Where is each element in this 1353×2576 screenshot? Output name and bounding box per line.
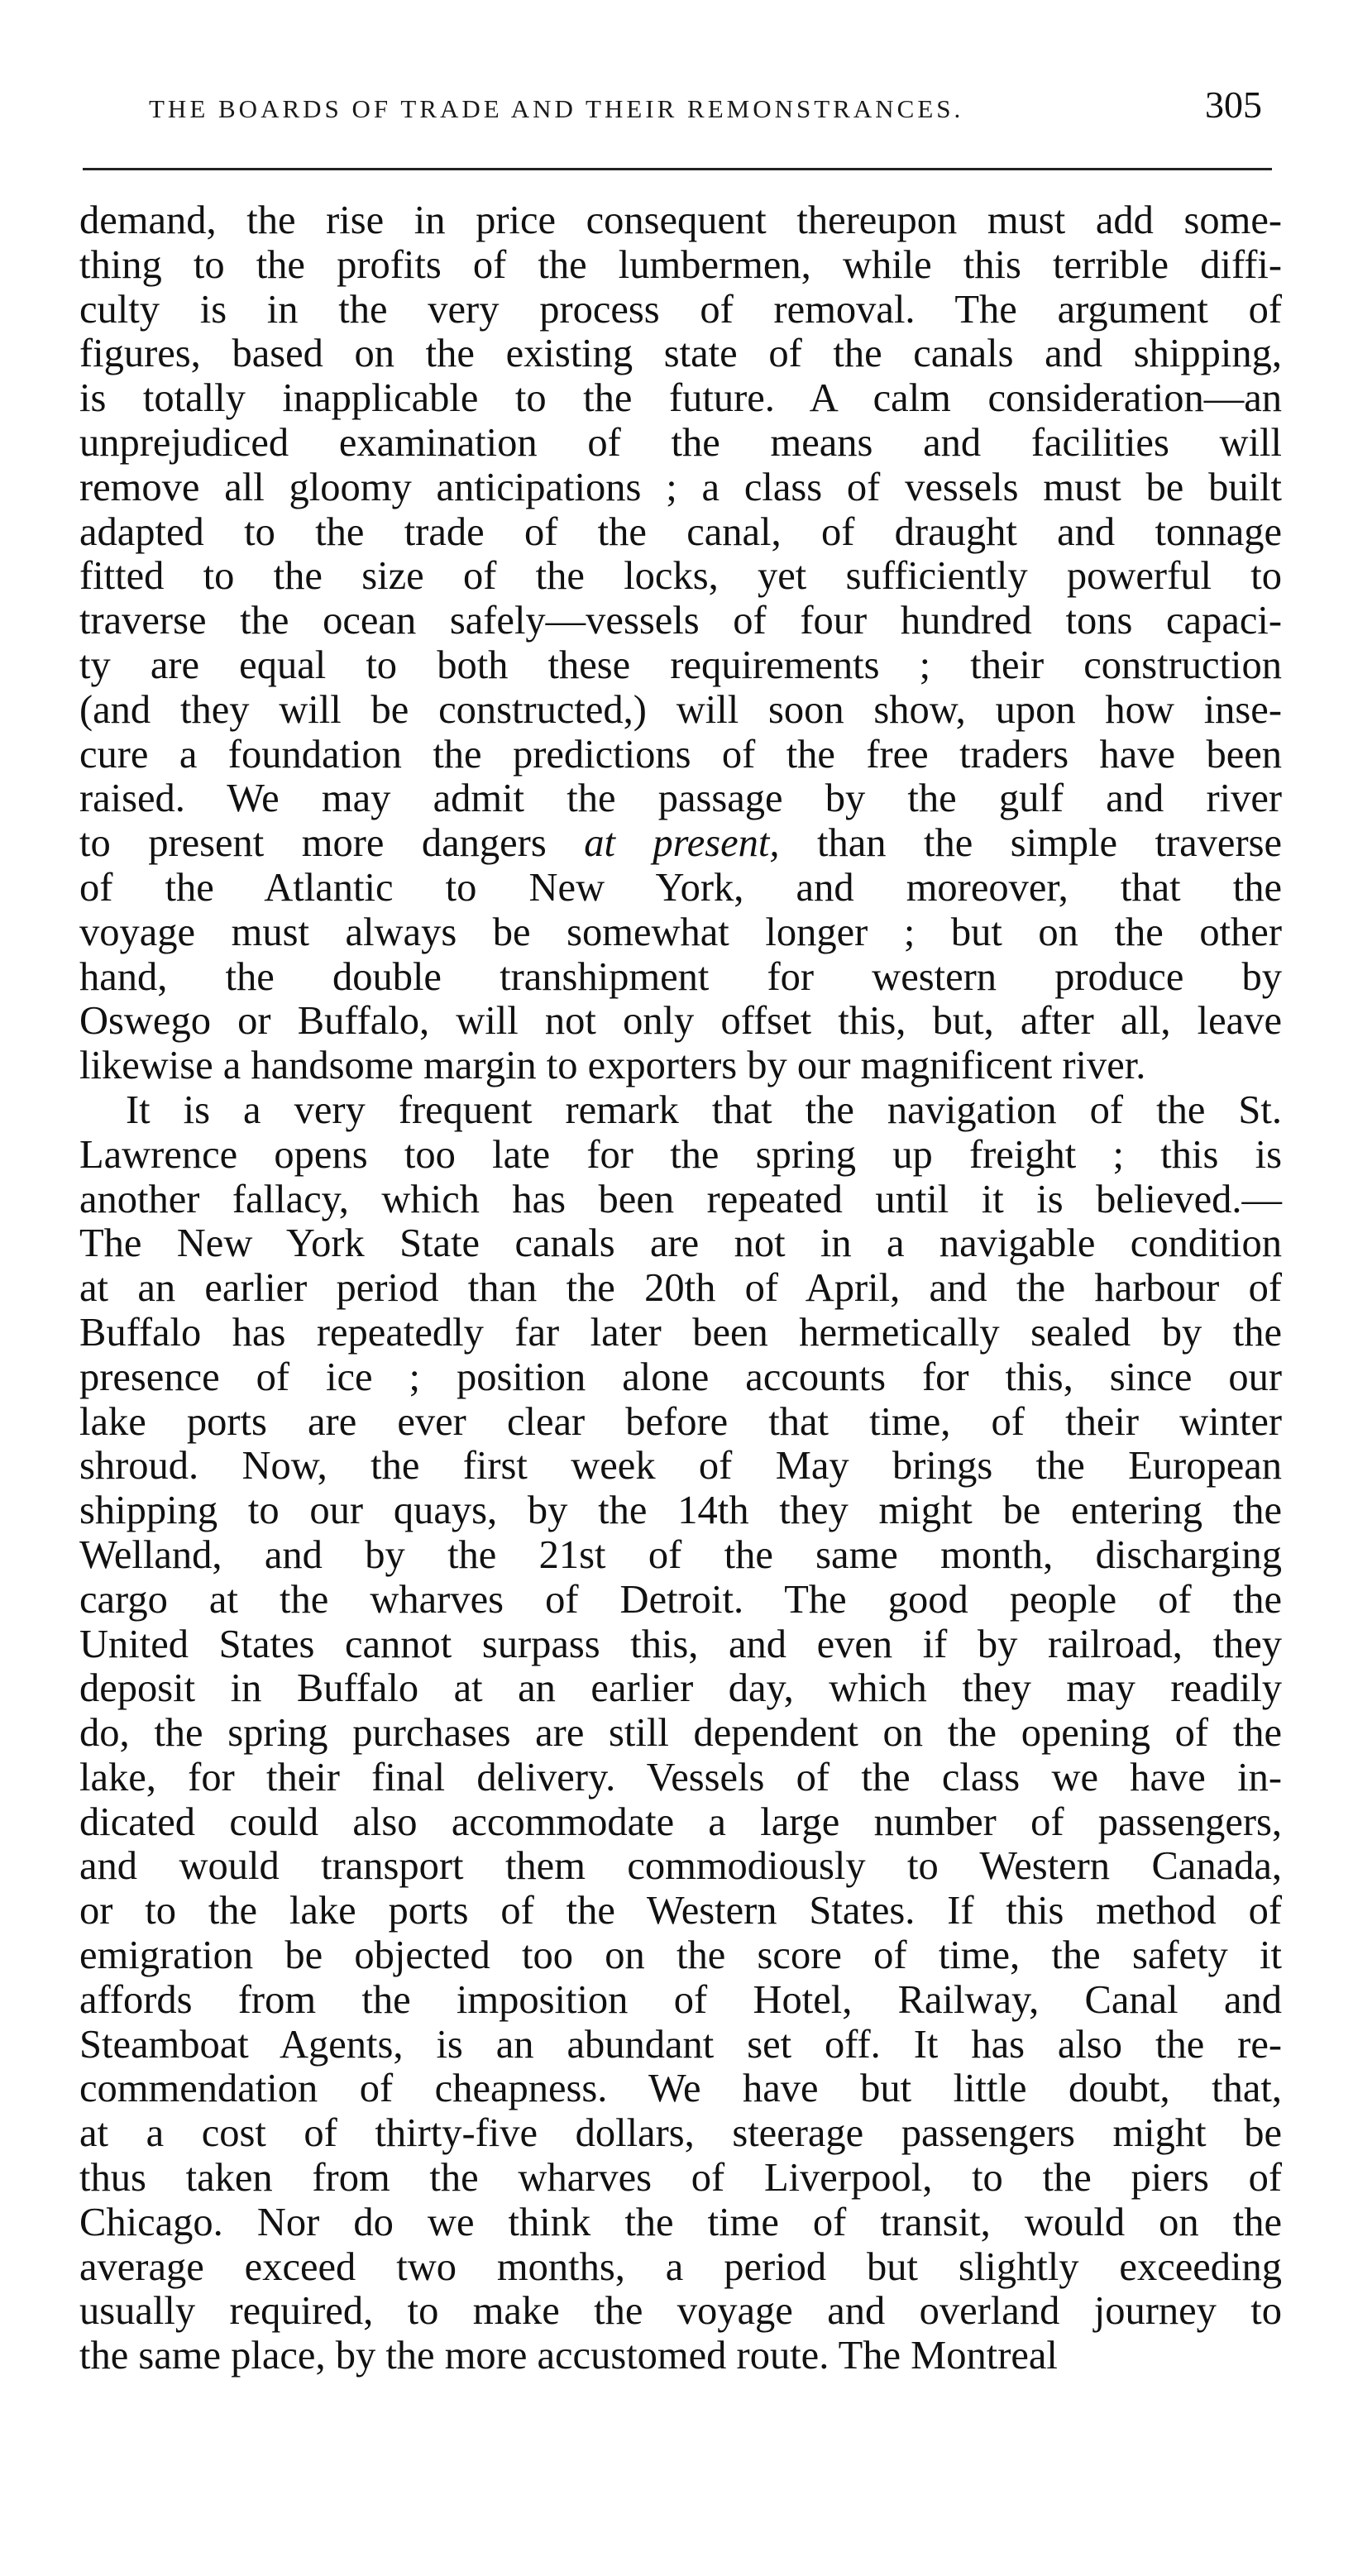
text-line: remove all gloomy anticipations ; a class of vessels must be built — [79, 465, 1282, 509]
text-line: lake ports are ever clear before that time, of their winter — [79, 1399, 1282, 1444]
running-title: THE BOARDS OF TRADE AND THEIR REMONSTRANCES. — [149, 94, 964, 123]
text-line: lake, for their final delivery. Vessels of the class we have in- — [79, 1755, 1282, 1799]
text-line: do, the spring purchases are still dependent on the opening of the — [79, 1711, 1282, 1756]
text-line: hand, the double transhipment for western produce by — [79, 954, 1282, 999]
text-line: figures, based on the existing state of the canals and shipping, — [79, 332, 1282, 376]
text-line: cargo at the wharves of Detroit. The good people of the — [79, 1577, 1282, 1622]
text-line: presence of ice ; position alone accounts for this, since our — [79, 1355, 1282, 1399]
text-line: adapted to the trade of the canal, of draught and tonnage — [79, 509, 1282, 554]
text-line: voyage must always be somewhat longer ; but on the other — [79, 910, 1282, 954]
page-number: 305 — [1205, 84, 1262, 126]
text-line: dicated could also accommodate a large number of passengers, — [79, 1799, 1282, 1844]
text-line: unprejudiced examination of the means and facilities will — [79, 420, 1282, 465]
text-line: another fallacy, which has been repeated until it is believed.— — [79, 1177, 1282, 1221]
text-line: The New York State canals are not in a navigable condition — [79, 1221, 1282, 1266]
text-line: ty are equal to both these requirements ; their construction — [79, 643, 1282, 687]
text-line: United States cannot surpass this, and even if by railroad, they — [79, 1622, 1282, 1666]
running-header — [83, 83, 1270, 149]
text-line: commendation of cheapness. We have but little doubt, that, — [79, 2067, 1282, 2111]
text-line: Chicago. Nor do we think the time of transit, would on the — [79, 2200, 1282, 2244]
text-line: raised. We may admit the passage by the gulf and river — [79, 777, 1282, 821]
text-line: thus taken from the wharves of Liverpool, to the piers of — [79, 2156, 1282, 2201]
text-line: or to the lake ports of the Western States. If this method of — [79, 1889, 1282, 1933]
text-line: at a cost of thirty-five dollars, steerage passengers might be — [79, 2111, 1282, 2156]
text-line: at an earlier period than the 20th of April, and the harbour of — [79, 1266, 1282, 1311]
text-line: affords from the imposition of Hotel, Railway, Canal and — [79, 1977, 1282, 2022]
text-line: cure a foundation the predictions of the free traders have been — [79, 732, 1282, 777]
text-line: Steamboat Agents, is an abundant set off. It has also the re- — [79, 2022, 1282, 2067]
text-line: Buffalo has repeatedly far later been hermetically sealed by the — [79, 1310, 1282, 1355]
text-line: usually required, to make the voyage and overland journey to — [79, 2289, 1282, 2334]
text-line: to present more dangers at present, than the simple traverse — [79, 821, 1283, 866]
text-line: fitted to the size of the locks, yet sufficiently powerful to — [79, 554, 1282, 599]
text-line: thing to the profits of the lumbermen, while this terrible diffi- — [79, 242, 1282, 287]
text-line: shipping to our quays, by the 14th they might be entering the — [79, 1489, 1282, 1533]
text-line: traverse the ocean safely—vessels of four hundred tons capaci- — [79, 599, 1282, 643]
text-line: It is a very frequent remark that the navigation of the St. — [126, 1087, 1282, 1132]
text-line: Welland, and by the 21st of the same month, discharging — [79, 1532, 1282, 1577]
text-line: culty is in the very process of removal. The argument of — [79, 287, 1282, 332]
text-line: Oswego or Buffalo, will not only offset this, but, after all, leave — [79, 999, 1282, 1044]
text-line: average exceed two months, a period but slightly exceeding — [79, 2244, 1282, 2289]
text-line: is totally inapplicable to the future. A calm consideration—an — [79, 376, 1282, 421]
text-line: (and they will be constructed,) will soon show, upon how inse- — [79, 687, 1282, 732]
header-rule — [83, 168, 1272, 170]
text-line: the same place, by the more accustomed route. The Montreal — [79, 2334, 1058, 2378]
text-line: and would transport them commodiously to Western Canada, — [79, 1844, 1282, 1889]
body-text — [79, 198, 1282, 2378]
text-line: shroud. Now, the first week of May brings the European — [79, 1444, 1282, 1489]
text-line: emigration be objected too on the score of time, the safety it — [79, 1933, 1282, 1978]
text-line: likewise a handsome margin to exporters by our magnificent river. — [79, 1044, 1146, 1088]
paragraph — [79, 1088, 1282, 2378]
text-line: deposit in Buffalo at an earlier day, which they may readily — [79, 1666, 1282, 1711]
italic-phrase: at present, — [584, 821, 780, 866]
text-line: of the Atlantic to New York, and moreover, that the — [79, 865, 1282, 910]
text-line: Lawrence opens too late for the spring up freight ; this is — [79, 1132, 1282, 1177]
paragraph — [79, 198, 1282, 1088]
text-line: demand, the rise in price consequent thereupon must add some- — [79, 198, 1282, 242]
